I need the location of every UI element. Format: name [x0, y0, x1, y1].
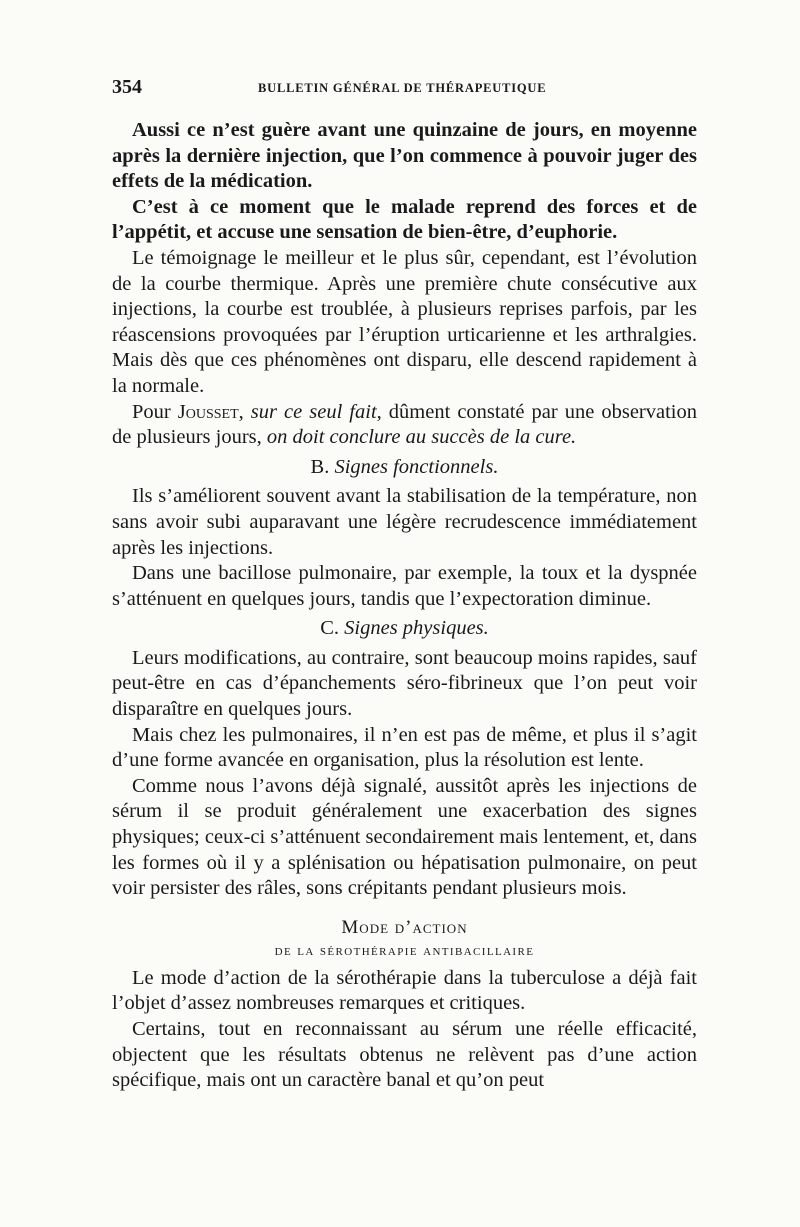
paragraph: Leurs modifications, au contraire, sont beaucoup moins rapides, sauf peut-être en cas d’épanchements séro-fibrineux que l’on peut voir disparaître en quelques jours.	[112, 646, 697, 721]
subheading-title: Signes fonctionnels.	[334, 455, 499, 478]
paragraph: Mais chez les pulmonaires, il n’en est pas de même, et plus il s’agit d’une forme avancée en organisation, plus la résolution est lente.	[112, 723, 697, 772]
emphasis: sur ce seul fait	[250, 400, 377, 423]
paragraph: Le mode d’action de la sérothérapie dans la tuberculose a déjà fait l’objet d’assez nombreuses remarques et critiques.	[112, 966, 697, 1015]
paragraph: Ils s’améliorent souvent avant la stabilisation de la température, non sans avoir subi auparavant une légère recrudescence immédiatement après les injections.	[112, 485, 697, 559]
running-head	[112, 76, 697, 100]
paragraph: Comme nous l’avons déjà signalé, aussitôt après les injections de sérum il se produit généralement une exacerbation des signes physiques; ceux-ci s’atténuent secondairement mais lentement, et, dans les formes où il y a splénisation ou hépatisation pulmonaire, on peut voir persister des râles, sons crépitants pendant plusieurs mois.	[112, 774, 697, 900]
subheading-signes-physiques	[112, 616, 697, 642]
section-subtitle: de la sérothérapie antibacillaire	[274, 942, 535, 959]
text-run: Pour	[132, 400, 178, 423]
body-text	[112, 118, 697, 1094]
paragraph-jousset	[112, 400, 697, 451]
paragraph: Dans une bacillose pulmonaire, par exemple, la toux et la dyspnée s’atténuent en quelques jours, tandis que l’expectoration diminue.	[112, 562, 697, 610]
text-run: , dûment constaté par une observation de plusieurs jours,	[112, 400, 698, 449]
author-name: Jousset	[177, 400, 239, 423]
paragraph: Aussi ce n’est guère avant une quinzaine de jours, en moyenne après la dernière injection, que l’on commence à pouvoir juger des effets de la médication.	[112, 119, 697, 193]
emphasis: on doit conclure au succès de la cure.	[266, 426, 577, 449]
journal-title: BULLETIN GÉNÉRAL DE THÉRAPEUTIQUE	[258, 81, 547, 95]
paragraph: Le témoignage le meilleur et le plus sûr, cependant, est l’évolution de la courbe thermique. Après une première chute consécutive aux injections, la courbe est troublée, à plusieurs reprises parfois, par les réascensions provoquées par l’éruption urticarienne et les arthralgies. Mais dès que ces phénomènes ont disparu, elle descend rapidement à la normale.	[112, 246, 697, 397]
text-run: ,	[238, 400, 251, 423]
subheading-title: Signes physiques.	[344, 617, 489, 640]
page-number: 354	[112, 76, 142, 98]
subheading-letter: B.	[310, 455, 335, 478]
section-title: Mode d’action	[341, 916, 468, 938]
subheading-letter: C.	[320, 617, 345, 640]
paragraph: Certains, tout en reconnaissant au sérum une réelle efficacité, objectent que les résultats obtenus ne relèvent pas d’une action spécifique, mais ont un caractère banal et qu’on peut	[112, 1018, 697, 1092]
paragraph: C’est à ce moment que le malade reprend des forces et de l’appétit, et accuse une sensation de bien-être, d’euphorie.	[112, 195, 697, 244]
subheading-signes-fonctionnels	[112, 455, 697, 481]
